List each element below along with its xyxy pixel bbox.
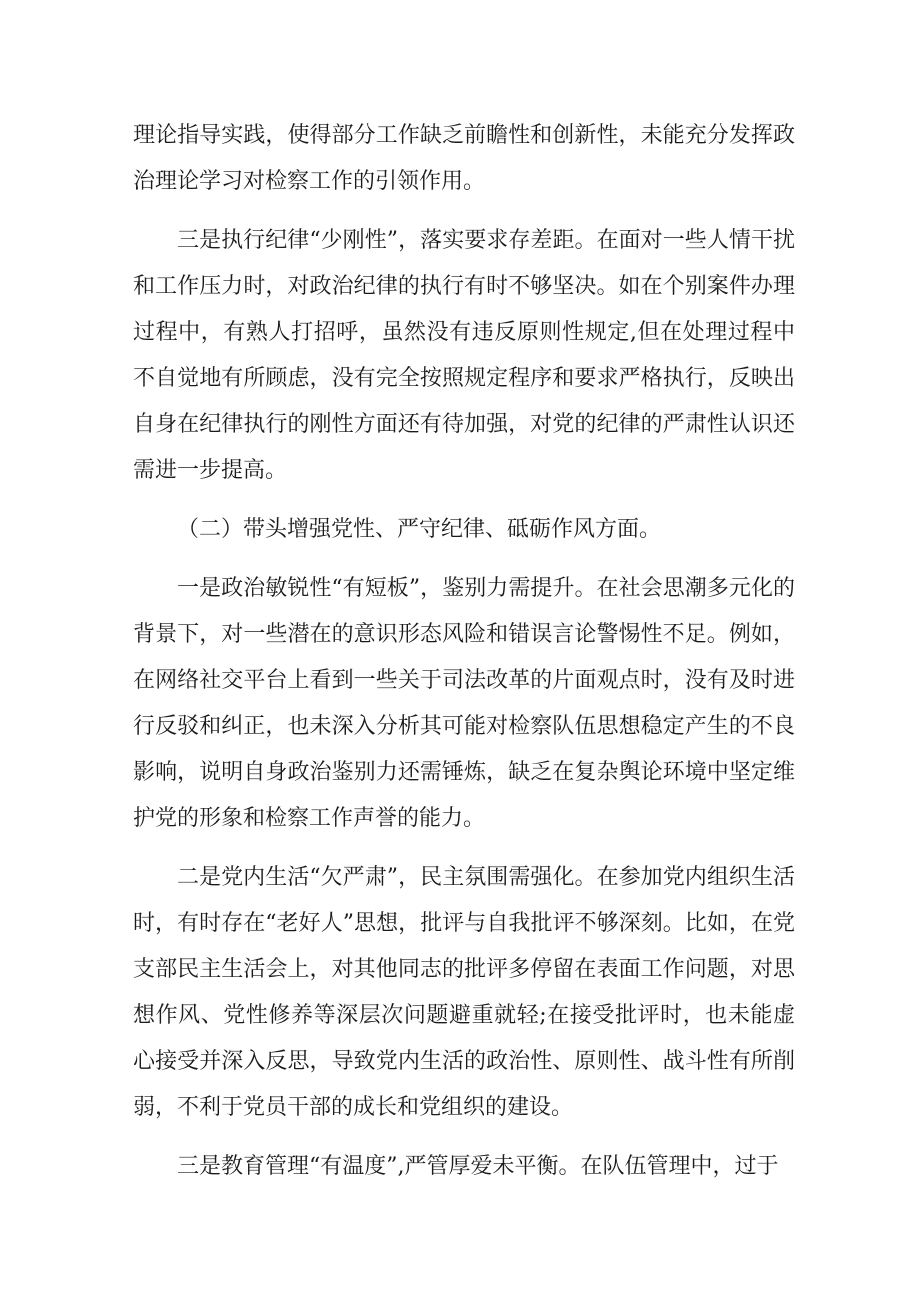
paragraph-party-life: 二是党内生活“欠严肃”，民主氛围需强化。在参加党内组织生活时，有时存在“老好人”思想，批评与自我批评不够深刻。比如，在党支部民主生活会上，对其他同志的批评多停留在表面工作问题，对思想作风、党性修养等深层次问题避重就轻;在接受批评时，也未能虚心接受并深入反思，导致党内生活的政治性、原则性、战斗性有所削弱，不利于党员干部的成长和党组织的建设。: [133, 865, 795, 1120]
paragraph-continuation: 理论指导实践，使得部分工作缺乏前瞻性和创新性，未能充分发挥政治理论学习对检察工作的引领作用。: [133, 123, 795, 194]
paragraph-education-management: 三是教育管理“有温度”,严管厚爱未平衡。在队伍管理中，过于: [177, 1154, 779, 1179]
section-heading-party-spirit: （二）带头增强党性、严守纪律、砥砺作风方面。: [177, 517, 662, 542]
paragraph-discipline-rigidity: 三是执行纪律“少刚性”，落实要求存差距。在面对一些人情干扰和工作压力时，对政治纪律的执行有时不够坚决。如在个别案件办理过程中，有熟人打招呼，虽然没有违反原则性规定,但在处理过程中不自觉地有所顾虑，没有完全按照规定程序和要求严格执行，反映出自身在纪律执行的刚性方面还有待加强，对党的纪律的严肃性认识还需进一步提高。: [133, 228, 795, 483]
document-body: [133, 113, 795, 1190]
paragraph-political-sensitivity: 一是政治敏锐性“有短板”，鉴别力需提升。在社会思潮多元化的背景下，对一些潜在的意识形态风险和错误言论警惕性不足。例如，在网络社交平台上看到一些关于司法改革的片面观点时，没有及时进行反驳和纠正，也未深入分析其可能对检察队伍思想稳定产生的不良影响，说明自身政治鉴别力还需锤炼，缺乏在复杂舆论环境中坚定维护党的形象和检察工作声誉的能力。: [133, 576, 795, 831]
